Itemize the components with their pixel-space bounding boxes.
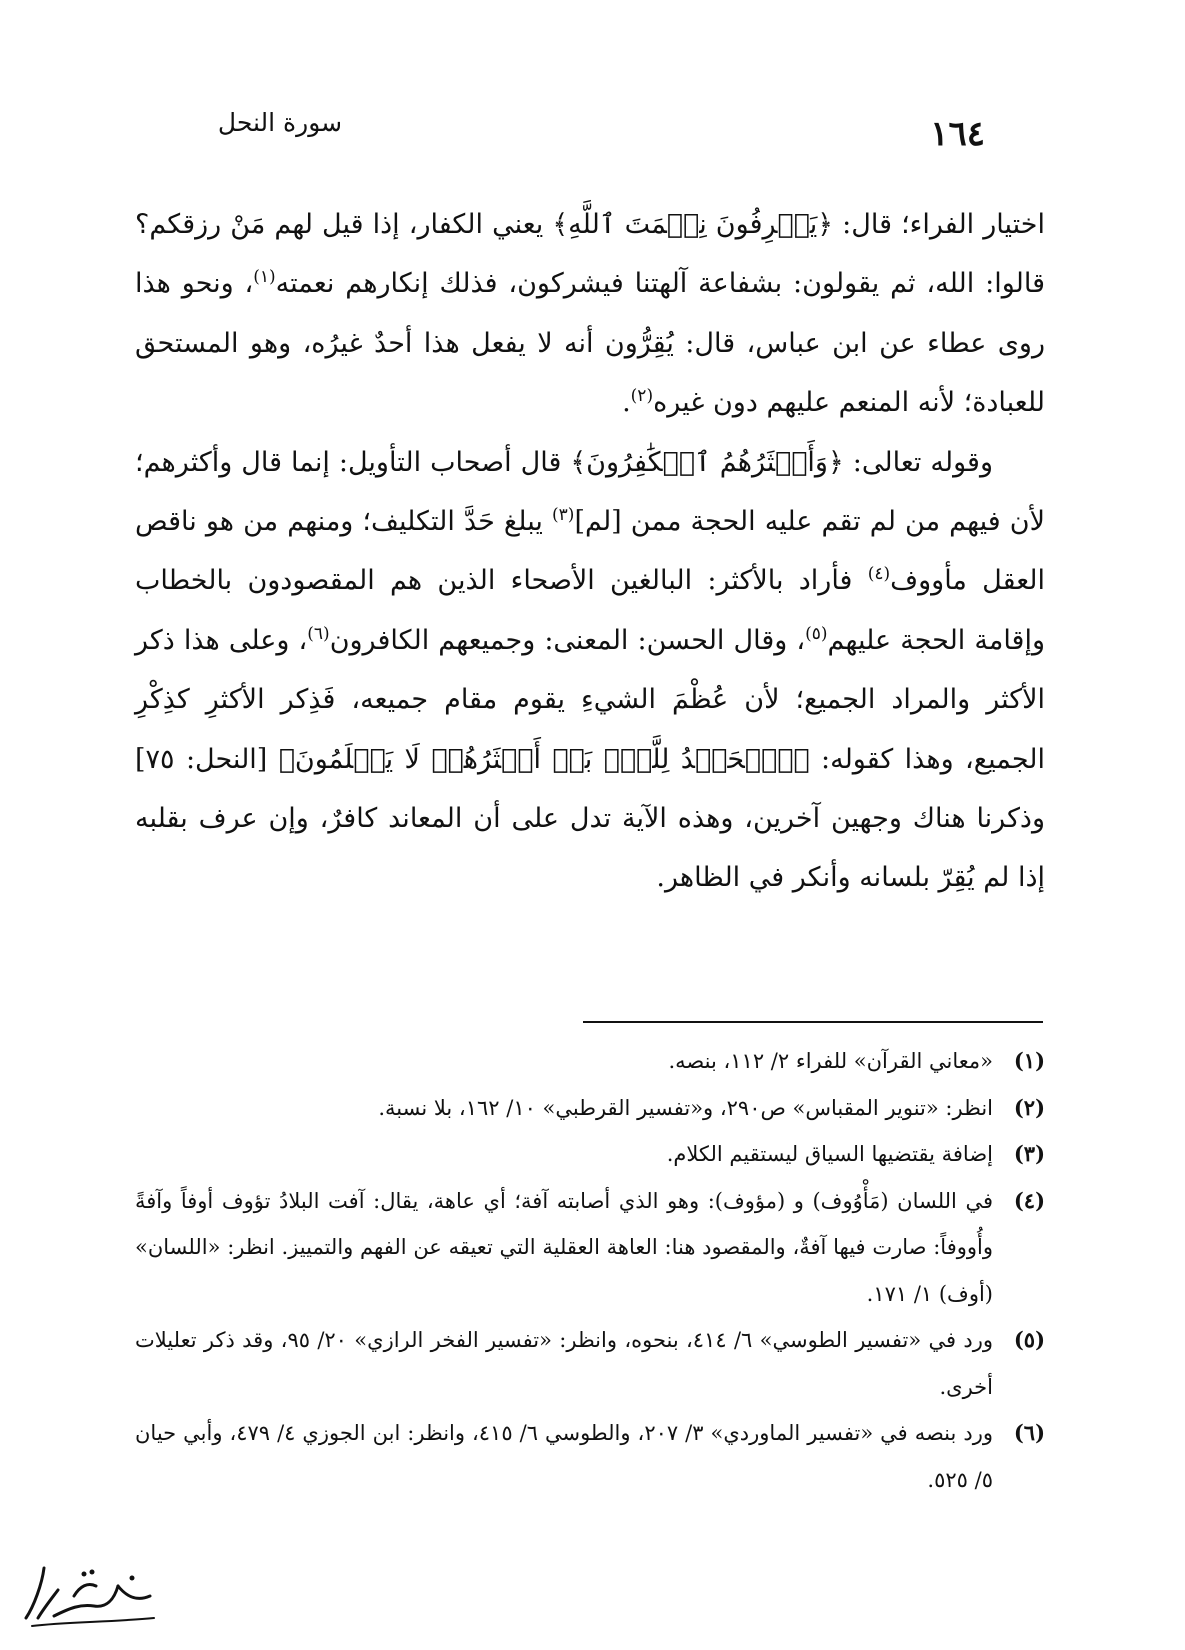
footnote-divider [583,1021,1043,1023]
main-text [135,195,1045,908]
text-segment: ، وقال الحسن: المعنى: وجميعهم الكافرون [329,624,806,656]
footnote-number: (٥) [1013,1327,1045,1352]
footnote-number: (٣) [1013,1141,1045,1166]
surah-title: سورة النحل [217,108,343,137]
text-segment: فأراد بالأكثر: البالغين الأصحاء الذين هم المقصودون بالخطاب وإقامة الحجة عليهم [135,565,1045,656]
footnote-text: إضافة يقتضيها السياق ليستقيم الكلام. [666,1142,993,1166]
footnote-text: «معاني القرآن» للفراء ٢/ ١١٢، بنصه. [668,1049,993,1073]
footnote-marker-6[interactable]: (٦) [307,623,330,644]
text-segment: ، وعلى هذا ذكر الأكثر والمراد الجميع؛ لأن عُظْمَ الشيءِ يقوم مقام جميعه، فَذِكر الأكثرِ كذِكْرِ الجميع، وهذا كقوله: ﴿ٱلۡحَمۡدُ لِلَّهِۚ بَلۡ أَكۡثَرُهُمۡ لَا يَعۡلَمُونَ﴾ [النحل: ٧٥] وذكرنا هناك وجهين آخرين، وهذه الآية تدل على أن المعاند كافرٌ، وإن عرف بقلبه إذا لم يُقِرّ بلسانه وأنكر في الظاهر. [135,624,1045,894]
paragraph-1 [135,195,1045,433]
footnote-number: (٢) [1013,1094,1045,1120]
footnote-marker-5[interactable]: (٥) [805,623,828,644]
footnote-text: في اللسان (مَأْوُوف) و (مؤوف): وهو الذي أصابته آفة؛ أي عاهة، يقال: آفت البلادُ تؤوف أوفاً وآفةً وأُووفاً: صارت فيها آفةٌ، والمقصود هنا: العاهة العقلية التي تعيقه عن الفهم والتمييز. انظر: «اللسان» (أوف) ١/ ١٧١. [135,1188,993,1306]
footnote-text: ورد بنصه في «تفسير الماوردي» ٣/ ٢٠٧، والطوسي ٦/ ٤١٥، وانظر: ابن الجوزي ٤/ ٤٧٩، وأبي حيان ٥/ ٥٢٥. [135,1421,993,1492]
footnote-item [135,1317,1045,1410]
footnote-marker-3[interactable]: (٣) [552,505,575,526]
footnote-text: ورد في «تفسير الطوسي» ٦/ ٤١٤، بنحوه، وانظر: «تفسير الفخر الرازي» ٢٠/ ٩٥، وقد ذكر تعليلات أخرى. [135,1328,993,1399]
text-segment: . [622,387,631,419]
footnote-number: (٤) [1013,1187,1045,1213]
footnote-item [135,1178,1045,1318]
footnote-marker-4[interactable]: (٤) [867,564,891,585]
footnote-item [135,1410,1045,1503]
footnote-number: (٦) [1013,1420,1045,1445]
footnote-text: انظر: «تنوير المقباس» ص٢٩٠، و«تفسير القرطبي» ١٠/ ١٦٢، بلا نسبة. [378,1095,993,1120]
footnote-number: (١) [1013,1048,1045,1073]
text-segment: وقوله تعالى: ﴿وَأَكۡثَرُهُمُ ٱلۡكَٰفِرُونَ﴾ قال أصحاب التأويل: إنما قال وأكثرهم؛ لأن فيهم من لم تقم عليه الحجة ممن [لم] [135,446,1045,538]
footnote-item [135,1038,1045,1085]
paragraph-2 [135,433,1045,908]
footnote-item [135,1085,1045,1132]
footnotes [135,1038,1045,1503]
footnote-item [135,1131,1045,1178]
text-segment: اختيار الفراء؛ قال: ﴿يَعۡرِفُونَ نِعۡمَتَ ٱللَّهِ﴾ يعني الكفار، إذا قيل لهم مَنْ رزقكم؟ قالوا: الله، ثم يقولون: بشفاعة آلهتنا فيشركون، فذلك إنكارهم نعمته [135,209,1045,300]
footnote-marker-2[interactable]: (٢) [630,386,654,407]
text-segment: ، ونحو هذا روى عطاء عن ابن عباس، قال: يُقِرُّون أنه لا يفعل هذا أحدٌ غيرُه، وهو المستحق للعبادة؛ لأنه المنعم عليهم دون غيره [135,268,1045,419]
footnote-marker-1[interactable]: (١) [253,267,276,288]
publisher-logo [14,1556,164,1636]
text-segment: يبلغ حَدَّ التكليف؛ ومنهم من هو ناقص العقل مأووف [135,506,1045,597]
page-number: ١٦٤ [930,114,985,154]
